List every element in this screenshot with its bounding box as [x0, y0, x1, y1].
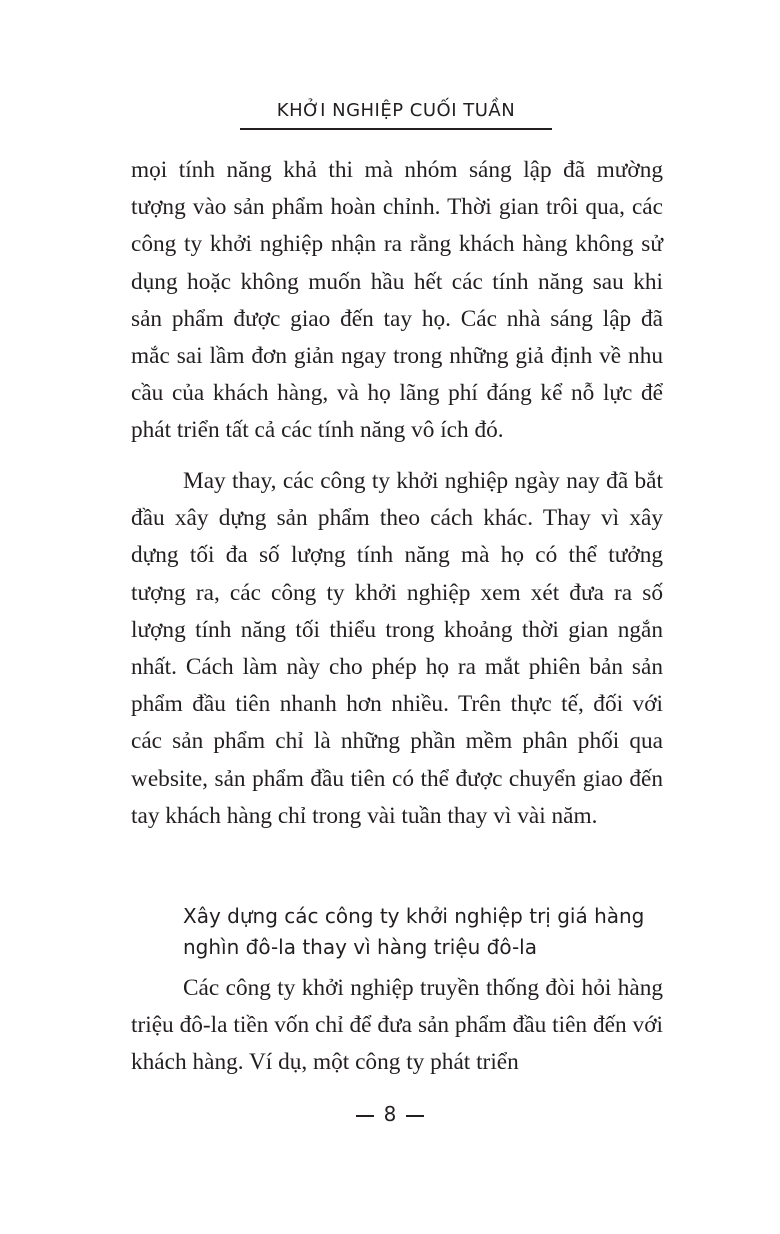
- running-title: KHỞI NGHIỆP CUỐI TUẦN: [276, 100, 516, 121]
- page-number: 8: [383, 1102, 397, 1126]
- body-paragraph-1: mọi tính năng khả thi mà nhóm sáng lập đã mường tượng vào sản phẩm hoàn chỉnh. Thời gian trôi qua, các công ty khởi nghiệp nhận ra rằng khách hàng không sử dụng hoặc không muốn hầu hết các tính năng sau khi sản phẩm được giao đến tay họ. Các nhà sáng lập đã mắc sai lầm đơn giản ngay trong những giả định về nhu cầu của khách hàng, và họ lãng phí đáng kể nỗ lực để phát triển tất cả các tính năng vô ích đó.: [131, 157, 663, 444]
- body-paragraph-3: Các công ty khởi nghiệp truyền thống đòi hỏi hàng triệu đô-la tiền vốn chỉ để đưa sản phẩm đầu tiên đến với khách hàng. Ví dụ, một công ty phát triển: [131, 975, 663, 1076]
- folio-dash-right: [406, 1115, 424, 1117]
- section-heading: Xây dựng các công ty khởi nghiệp trị giá hàng nghìn đô-la thay vì hàng triệu đô-la: [183, 904, 645, 959]
- running-header: [240, 96, 552, 130]
- body-paragraph-2: May thay, các công ty khởi nghiệp ngày nay đã bắt đầu xây dựng sản phẩm theo cách khác. Thay vì xây dựng tối đa số lượng tính năng mà họ có thể tưởng tượng ra, các công ty khởi nghiệp xem xét đưa ra số lượng tính năng tối thiểu trong khoảng thời gian ngắn nhất. Cách làm này cho phép họ ra mắt phiên bản sản phẩm đầu tiên nhanh hơn nhiều. Trên thực tế, đối với các sản phẩm chỉ là những phần mềm phân phối qua website, sản phẩm đầu tiên có thể được chuyển giao đến tay khách hàng chỉ trong vài tuần thay vì vài năm.: [131, 468, 663, 829]
- folio-dash-left: [356, 1115, 374, 1117]
- page-folio: [0, 1100, 780, 1128]
